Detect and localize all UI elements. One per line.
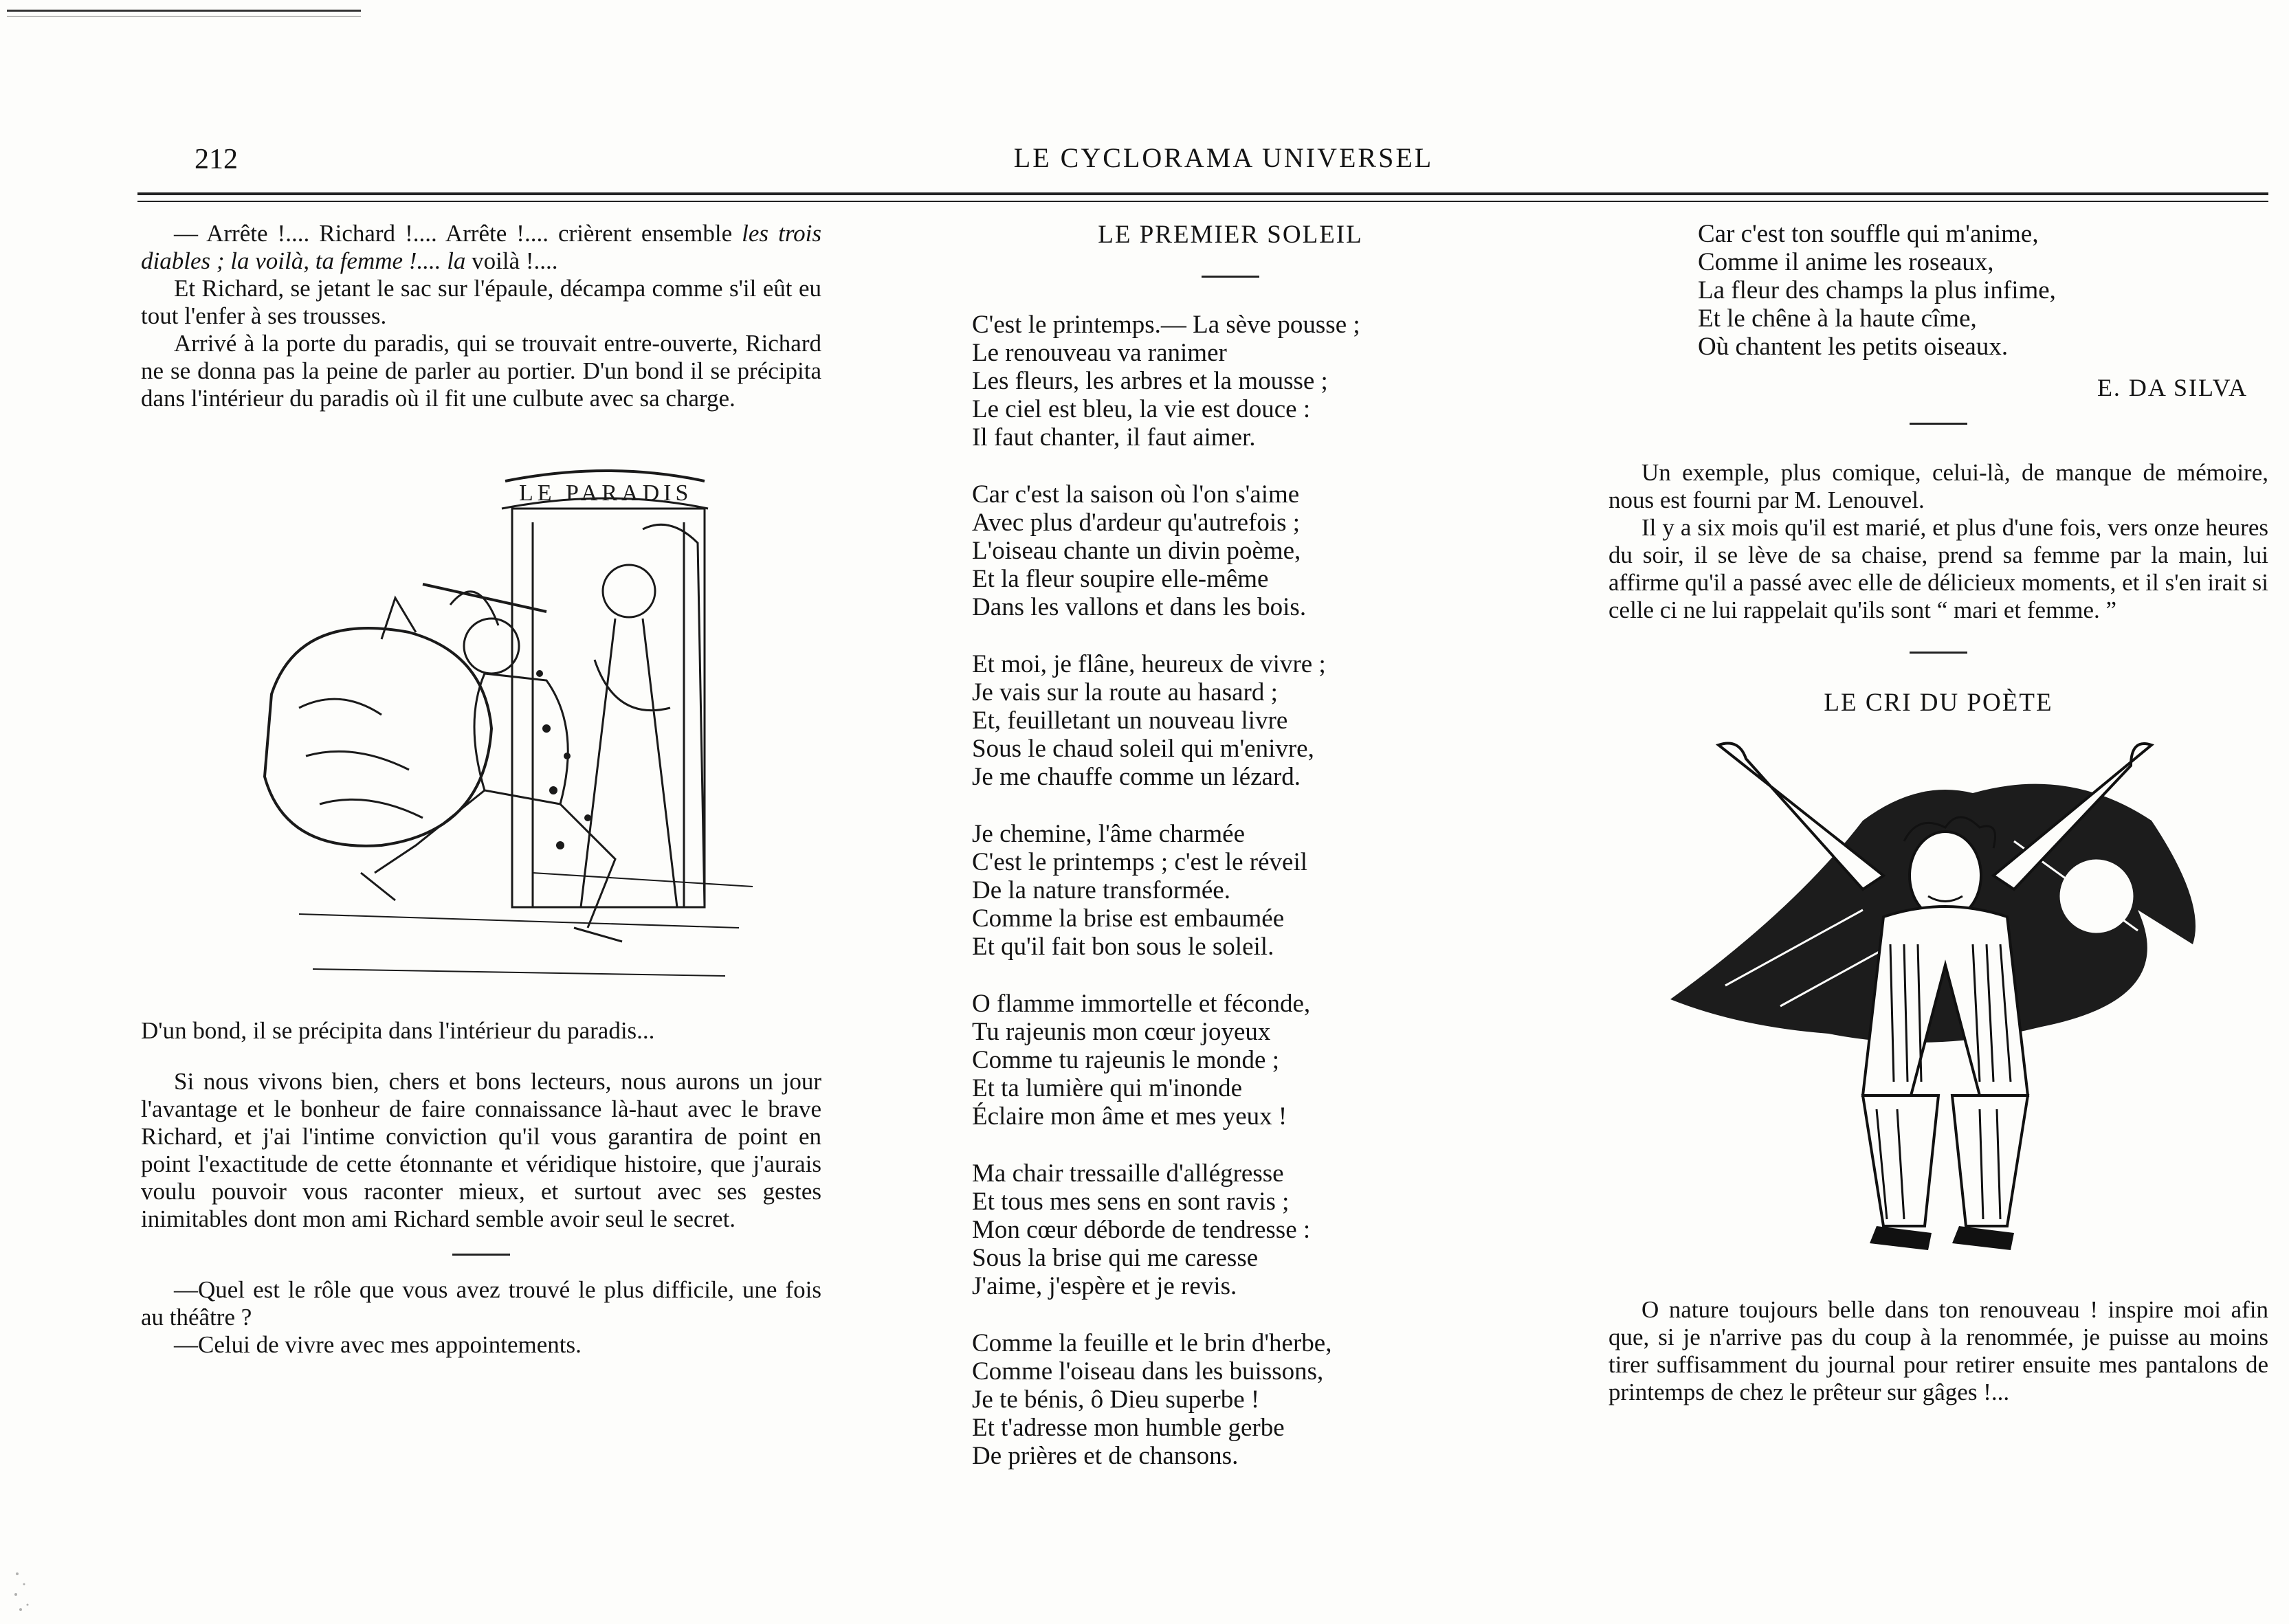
poem-line: L'oiseau chante un divin poème, xyxy=(972,537,1301,565)
poem-line: Où chantent les petits oiseaux. xyxy=(1698,333,2009,361)
separator-rule xyxy=(1910,423,1967,425)
poem-line: Le renouveau va ranimer xyxy=(972,339,1227,367)
text-run: — Arrête !.... Richard !.... Arrête !.... crièrent ensemble xyxy=(174,220,742,247)
poem-line: Et moi, je flâne, heureux de vivre ; xyxy=(972,650,1326,678)
separator-rule xyxy=(1202,276,1259,278)
caption-text xyxy=(1608,1296,2268,1406)
paragraph: Et Richard, se jetant le sac sur l'épaule, décampa comme s'il eût eu tout l'enfer à ses trousses. xyxy=(141,275,821,329)
poem-line: De prières et de chansons. xyxy=(972,1442,1239,1470)
top-edge-rule xyxy=(7,10,361,16)
paradise-sign-label: LE PARADIS xyxy=(519,480,693,506)
separator-rule xyxy=(1910,652,1967,654)
story-text-top xyxy=(141,220,821,412)
poem-stanza xyxy=(972,311,1499,452)
poem-line: La fleur des champs la plus infime, xyxy=(1698,276,2056,304)
header-rule xyxy=(137,192,2268,202)
poem-line: Et tous mes sens en sont ravis ; xyxy=(972,1188,1290,1216)
paragraph: —Quel est le rôle que vous avez trouvé le plus difficile, une fois au théâtre ? xyxy=(141,1276,821,1331)
poem-stanza xyxy=(972,1329,1499,1470)
poem-line: Tu rajeunis mon cœur joyeux xyxy=(972,1018,1271,1046)
poem-line: Comme tu rajeunis le monde ; xyxy=(972,1046,1279,1074)
story-text-bottom xyxy=(141,1068,821,1233)
poem-line: Dans les vallons et dans les bois. xyxy=(972,593,1307,621)
poem-line: Je me chauffe comme un lézard. xyxy=(972,763,1301,791)
section-title: LE CRI DU POÈTE xyxy=(1824,689,2053,717)
poem-line: Avec plus d'ardeur qu'autrefois ; xyxy=(972,509,1301,537)
poem-author-signature: E. DA SILVA xyxy=(2097,374,2248,401)
poem-line: C'est le printemps ; c'est le réveil xyxy=(972,848,1308,876)
paragraph: Si nous vivons bien, chers et bons lecteurs, nous aurons un jour l'avantage et le bonheur de faire connaissance là-haut avec le brave Richard, et j'ai l'intime conviction qu'il vous garantira de point en point l'exactitude de cette étonnante et véridique histoire, que j'aurais voulu pouvoir vous raconter mieux, et surtout avec ses gestes inimitables dont mon ami Richard semble avoir seul le secret. xyxy=(141,1068,821,1232)
page-number: 212 xyxy=(195,144,238,175)
poem-line: Comme la brise est embaumée xyxy=(972,904,1285,933)
column-middle xyxy=(962,220,1499,1499)
poem-title: LE PREMIER SOLEIL xyxy=(1098,221,1363,249)
poem-line: Et qu'il fait bon sous le soleil. xyxy=(972,933,1274,961)
poem-line: Et le chêne à la haute cîme, xyxy=(1698,304,1977,333)
poem-line: Et la fleur soupire elle-même xyxy=(972,565,1269,593)
poem-line: Je vais sur la route au hasard ; xyxy=(972,678,1278,707)
poem-line: Sous le chaud soleil qui m'enivre, xyxy=(972,735,1314,763)
poem-line: Il faut chanter, il faut aimer. xyxy=(972,423,1256,452)
poem-line: Je te bénis, ô Dieu superbe ! xyxy=(972,1386,1260,1414)
poem-line: J'aime, j'espère et je revis. xyxy=(972,1272,1237,1300)
poem-line: Et t'adresse mon humble gerbe xyxy=(972,1414,1285,1442)
italic-run: les trois diables ; la voilà, ta femme !.... la xyxy=(141,220,821,274)
text-run: voilà !.... xyxy=(465,247,558,274)
paragraph: Arrivé à la porte du paradis, qui se trouvait entre-ouverte, Richard ne se donna pas la peine de parler au portier. D'un bond il se précipita dans l'intérieur du paradis où il fit une culbute avec sa charge. xyxy=(141,330,821,412)
separator-rule xyxy=(452,1254,510,1256)
poem-stanza xyxy=(972,1159,1499,1300)
poem-line: Les fleurs, les arbres et la mousse ; xyxy=(972,367,1328,395)
poem-line: Comme la feuille et le brin d'herbe, xyxy=(972,1329,1332,1357)
poem-stanza xyxy=(972,990,1499,1131)
illustration-caption: D'un bond, il se précipita dans l'intérieur du paradis... xyxy=(141,1017,655,1044)
poem-line: Ma chair tressaille d'allégresse xyxy=(972,1159,1284,1188)
paragraph: Il y a six mois qu'il est marié, et plus d'une fois, vers onze heures du soir, il se lève de sa chaise, prend sa femme par la main, lui affirme qu'il a passé avec elle de délicieux moments, et il s'en irait si celle ci ne lui rappelait qu'ils sont “ mari et femme. ” xyxy=(1608,514,2268,623)
poem-line: Éclaire mon âme et mes yeux ! xyxy=(972,1102,1287,1131)
poem-line: Comme l'oiseau dans les buissons, xyxy=(972,1357,1324,1386)
poem-line: Car c'est ton souffle qui m'anime, xyxy=(1698,220,2039,248)
poem-line: Mon cœur déborde de tendresse : xyxy=(972,1216,1311,1244)
poem-line: Je chemine, l'âme charmée xyxy=(972,820,1246,848)
paragraph: Un exemple, plus comique, celui-là, de manque de mémoire, nous est fourni par M. Lenouvel. xyxy=(1608,459,2268,513)
poem-line: C'est le printemps.— La sève pousse ; xyxy=(972,311,1360,339)
poem-final-stanza xyxy=(1608,220,2268,361)
anecdote-text xyxy=(1608,459,2268,624)
poem-line: Car c'est la saison où l'on s'aime xyxy=(972,480,1300,509)
poem-stanza xyxy=(972,820,1499,961)
poem-line: Le ciel est bleu, la vie est douce : xyxy=(972,395,1311,423)
running-head: LE CYCLORAMA UNIVERSEL xyxy=(1013,142,1434,173)
column-right xyxy=(1608,220,2268,1406)
paradise-illustration xyxy=(258,433,780,1010)
paper-speckle xyxy=(10,1567,38,1615)
paragraph: —Celui de vivre avec mes appointements. xyxy=(174,1331,582,1358)
poem-stanza xyxy=(972,650,1499,791)
joke-text xyxy=(141,1276,821,1359)
poem-line: De la nature transformée. xyxy=(972,876,1230,904)
paragraph xyxy=(141,220,821,275)
poem-line: O flamme immortelle et féconde, xyxy=(972,990,1311,1018)
paragraph: O nature toujours belle dans ton renouveau ! inspire moi afin que, si je n'arrive pas du coup à la renommée, je puisse au moins tirer suffisamment du journal pour retirer ensuite mes pantalons de printemps de chez le prêteur sur gâges !... xyxy=(1608,1296,2268,1405)
poem-line: Comme il anime les roseaux, xyxy=(1698,248,1994,276)
column-left xyxy=(141,220,821,1359)
poem-line: Et ta lumière qui m'inonde xyxy=(972,1074,1243,1102)
poet-illustration xyxy=(1657,738,2220,1288)
poem-stanza xyxy=(972,480,1499,621)
poem-line: Sous la brise qui me caresse xyxy=(972,1244,1259,1272)
poem-body xyxy=(962,311,1499,1470)
poem-line: Et, feuilletant un nouveau livre xyxy=(972,707,1288,735)
